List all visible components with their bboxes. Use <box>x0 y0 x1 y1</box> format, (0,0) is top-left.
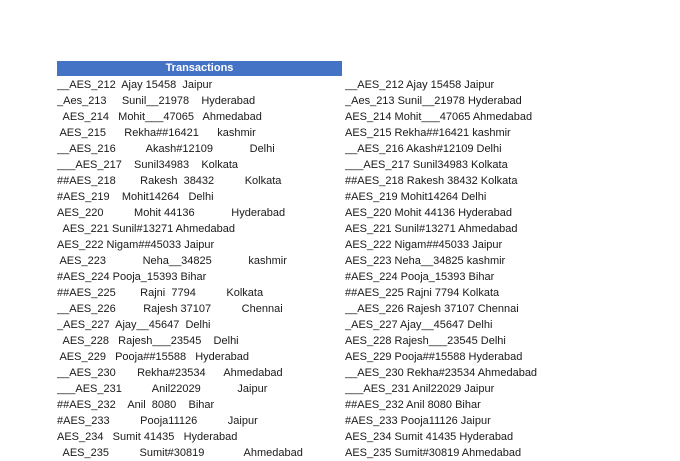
clean-transaction-cell[interactable]: #AES_233 Pooja11126 Jaipur <box>345 415 491 427</box>
raw-transaction-cell[interactable]: ##AES_232 Anil 8080 Bihar <box>57 399 215 411</box>
clean-transaction-cell[interactable]: AES_234 Sumit 41435 Hyderabad <box>345 431 514 443</box>
clean-transaction-cell[interactable]: AES_222 Nigam##45033 Jaipur <box>345 239 503 251</box>
clean-transaction-cell[interactable]: AES_228 Rajesh___23545 Delhi <box>345 335 506 347</box>
clean-transaction-cell[interactable]: __AES_230 Rekha#23534 Ahmedabad <box>345 367 538 379</box>
raw-transaction-cell[interactable]: __AES_216 Akash#12109 Delhi <box>57 143 275 155</box>
clean-transaction-cell[interactable]: ##AES_225 Rajni 7794 Kolkata <box>345 287 500 299</box>
raw-transaction-cell[interactable]: AES_229 Pooja##15588 Hyderabad <box>57 351 250 363</box>
clean-transactions-column <box>345 77 645 461</box>
clean-transaction-cell[interactable]: AES_220 Mohit 44136 Hyderabad <box>345 207 512 219</box>
raw-transaction-cell[interactable]: AES_228 Rajesh___23545 Delhi <box>57 335 239 347</box>
raw-transaction-cell[interactable]: AES_235 Sumit#30819 Ahmedabad <box>57 447 303 459</box>
clean-transaction-cell[interactable]: AES_215 Rekha##16421 kashmir <box>345 127 511 139</box>
raw-transaction-cell[interactable]: ___AES_231 Anil22029 Jaipur <box>57 383 268 395</box>
raw-transaction-cell[interactable]: #AES_219 Mohit14264 Delhi <box>57 191 214 203</box>
clean-transaction-cell[interactable]: __AES_216 Akash#12109 Delhi <box>345 143 502 155</box>
clean-transaction-cell[interactable]: _Aes_213 Sunil__21978 Hyderabad <box>345 95 522 107</box>
transactions-header-cell[interactable]: Transactions <box>57 61 342 76</box>
clean-transaction-cell[interactable]: AES_229 Pooja##15588 Hyderabad <box>345 351 523 363</box>
raw-transaction-cell[interactable]: AES_222 Nigam##45033 Jaipur <box>57 239 215 251</box>
clean-transaction-cell[interactable]: _AES_227 Ajay__45647 Delhi <box>345 319 493 331</box>
raw-transaction-cell[interactable]: __AES_226 Rajesh 37107 Chennai <box>57 303 283 315</box>
raw-transaction-cell[interactable]: #AES_224 Pooja_15393 Bihar <box>57 271 207 283</box>
clean-transaction-cell[interactable]: #AES_219 Mohit14264 Delhi <box>345 191 487 203</box>
raw-transaction-cell[interactable]: AES_234 Sumit 41435 Hyderabad <box>57 431 238 443</box>
raw-transaction-cell[interactable]: AES_223 Neha__34825 kashmir <box>57 255 287 267</box>
clean-transaction-cell[interactable]: ##AES_218 Rakesh 38432 Kolkata <box>345 175 518 187</box>
raw-transaction-cell[interactable]: ##AES_225 Rajni 7794 Kolkata <box>57 287 264 299</box>
clean-transaction-cell[interactable]: AES_235 Sumit#30819 Ahmedabad <box>345 447 522 459</box>
clean-transaction-cell[interactable]: ___AES_217 Sunil34983 Kolkata <box>345 159 508 171</box>
clean-transaction-cell[interactable]: AES_221 Sunil#13271 Ahmedabad <box>345 223 518 235</box>
raw-transaction-cell[interactable]: _Aes_213 Sunil__21978 Hyderabad <box>57 95 256 107</box>
raw-transaction-cell[interactable]: __AES_230 Rekha#23534 Ahmedabad <box>57 367 283 379</box>
clean-transaction-cell[interactable]: AES_223 Neha__34825 kashmir <box>345 255 506 267</box>
raw-transaction-cell[interactable]: __AES_212 Ajay 15458 Jaipur <box>57 79 213 91</box>
clean-transaction-cell[interactable]: #AES_224 Pooja_15393 Bihar <box>345 271 495 283</box>
raw-transaction-cell[interactable]: #AES_233 Pooja11126 Jaipur <box>57 415 258 427</box>
clean-transaction-cell[interactable]: __AES_226 Rajesh 37107 Chennai <box>345 303 519 315</box>
clean-transaction-cell[interactable]: __AES_212 Ajay 15458 Jaipur <box>345 79 495 91</box>
clean-transaction-cell[interactable]: ___AES_231 Anil22029 Jaipur <box>345 383 495 395</box>
raw-transaction-cell[interactable]: _AES_227 Ajay__45647 Delhi <box>57 319 211 331</box>
raw-transaction-cell[interactable]: AES_220 Mohit 44136 Hyderabad <box>57 207 286 219</box>
raw-transaction-cell[interactable]: ##AES_218 Rakesh 38432 Kolkata <box>57 175 282 187</box>
raw-transaction-cell[interactable]: AES_215 Rekha##16421 kashmir <box>57 127 256 139</box>
raw-transactions-column <box>57 77 342 461</box>
clean-transaction-cell[interactable]: ##AES_232 Anil 8080 Bihar <box>345 399 481 411</box>
raw-transaction-cell[interactable]: AES_221 Sunil#13271 Ahmedabad <box>57 223 235 235</box>
raw-transaction-cell[interactable]: AES_214 Mohit___47065 Ahmedabad <box>57 111 262 123</box>
clean-transaction-cell[interactable]: AES_214 Mohit___47065 Ahmedabad <box>345 111 533 123</box>
raw-transaction-cell[interactable]: ___AES_217 Sunil34983 Kolkata <box>57 159 239 171</box>
